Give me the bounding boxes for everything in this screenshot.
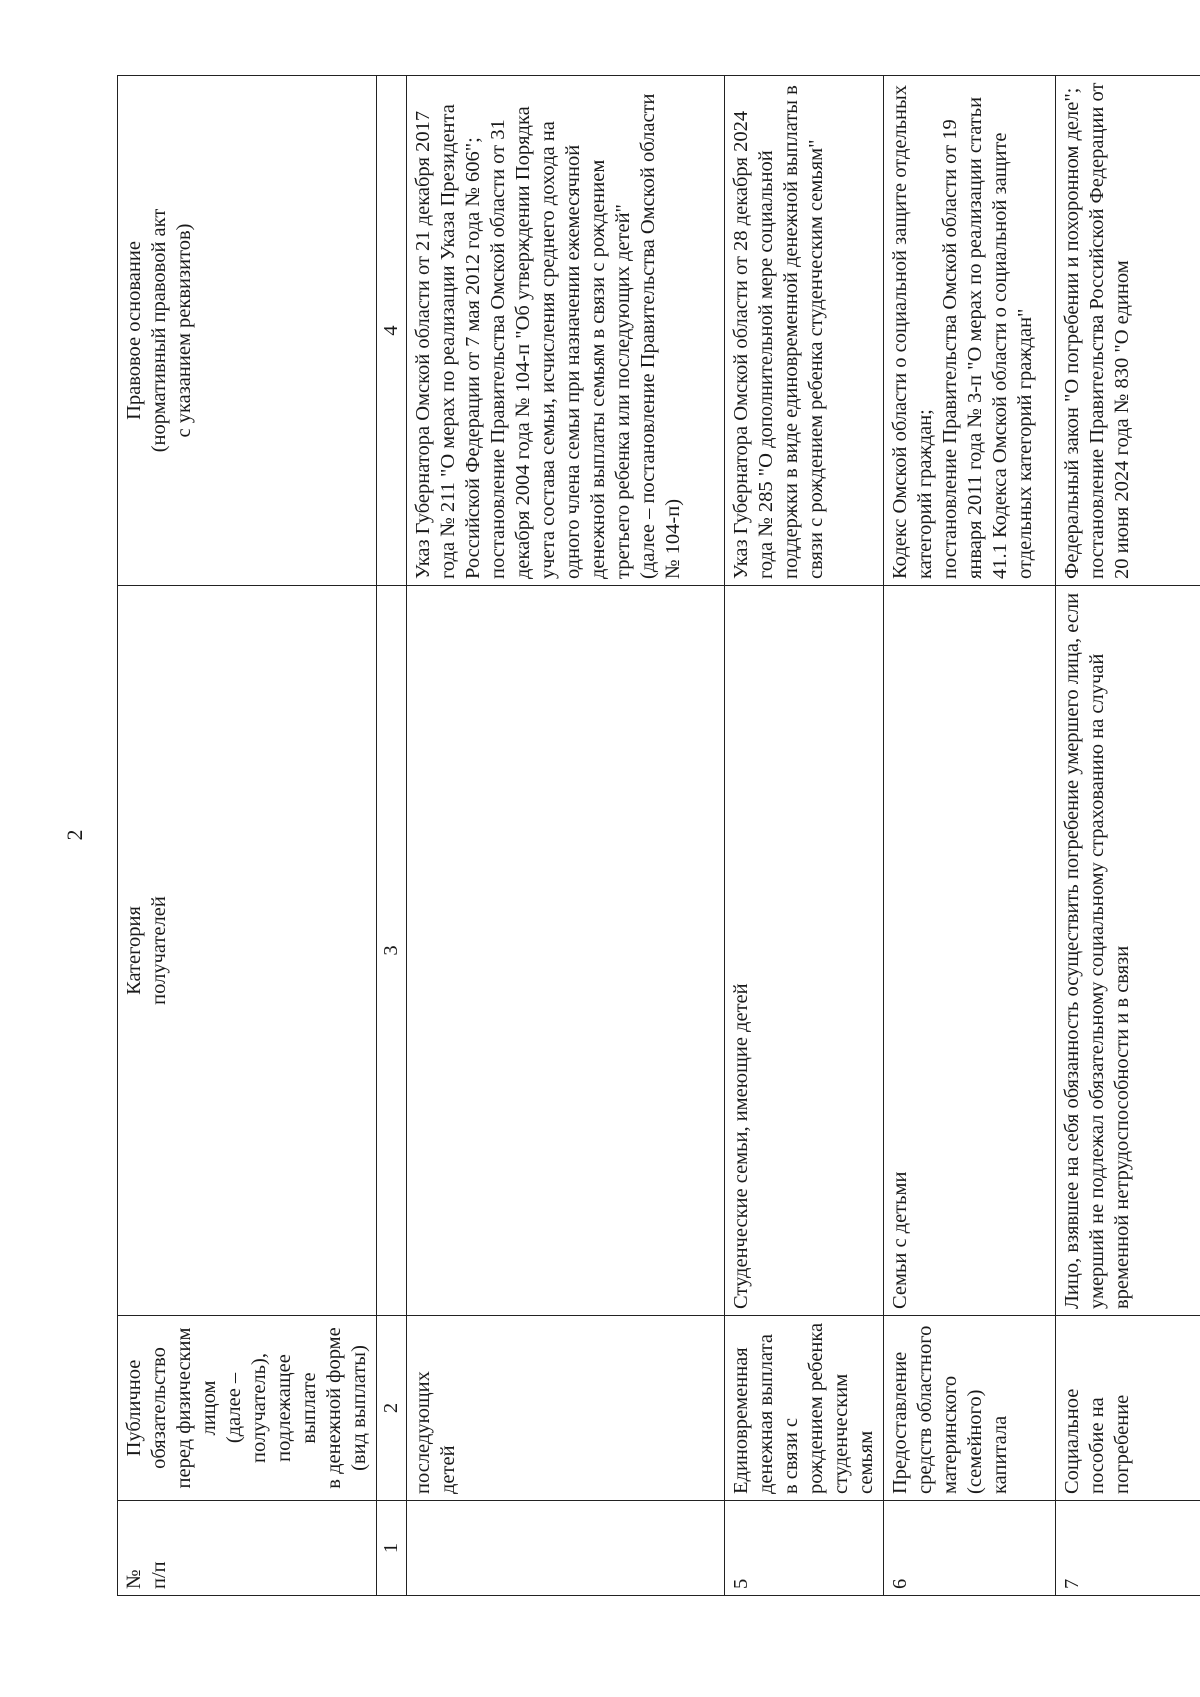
table-row xyxy=(725,76,884,1596)
row-basis: Указ Губернатора Омской области от 21 декабря 2017 года № 211 "О мерах по реализации Указа Президента Российской Федерации от 7 мая 2012 года № 606"; постановление Правительства Омской области от 31 декабря 2004 года № 104-п "Об утверждении Порядка учета состава семьи, исчисления среднего дохода на одного члена семьи при назначении ежемесячной денежной выплаты семьям в связи с рождением третьего ребенка или последующих детей" (далее – постановление Правительства Омской области № 104-п) xyxy=(407,76,725,586)
row-number: 5 xyxy=(725,1501,884,1596)
column-index-2: 2 xyxy=(377,1316,407,1501)
row-category xyxy=(407,586,725,1316)
table-row xyxy=(884,76,1056,1596)
row-payment: последующих детей xyxy=(407,1316,725,1501)
header-legal-basis: Правовое основание (нормативный правовой акт с указанием реквизитов) xyxy=(118,76,377,586)
benefits-table xyxy=(117,75,1200,1596)
row-category: Семьи с детьми xyxy=(884,586,1056,1316)
row-payment: Социальное пособие на погребение xyxy=(1056,1316,1200,1501)
table-header-row xyxy=(118,76,377,1596)
column-index-row xyxy=(377,76,407,1596)
row-number: 6 xyxy=(884,1501,1056,1596)
row-basis: Указ Губернатора Омской области от 28 декабря 2024 года № 285 "О дополнительной мере социальной поддержки в виде единовременной денежной выплаты в связи с рождением ребенка студенческим семьям" xyxy=(725,76,884,586)
page-number: 2 xyxy=(62,829,87,841)
header-payment-type: Публичное обязательство перед физическим лицом (далее – получатель), подлежащее выплате в денежной форме (вид выплаты) xyxy=(118,1316,377,1501)
table-container xyxy=(117,76,1133,1596)
row-number xyxy=(407,1501,725,1596)
column-index-4: 4 xyxy=(377,76,407,586)
header-number: № п/п xyxy=(118,1501,377,1596)
column-index-1: 1 xyxy=(377,1501,407,1596)
row-basis: Федеральный закон "О погребении и похоронном деле"; постановление Правительства Российской Федерации от 20 июня 2024 года № 830 "О едином xyxy=(1056,76,1200,586)
header-recipient-category: Категория получателей xyxy=(118,586,377,1316)
row-payment: Единовременная денежная выплата в связи с рождением ребенка студенческим семьям xyxy=(725,1316,884,1501)
table-row xyxy=(1056,76,1200,1596)
row-category: Студенческие семьи, имеющие детей xyxy=(725,586,884,1316)
row-category: Лицо, взявшее на себя обязанность осуществить погребение умершего лица, если умерший не подлежал обязательному социальному страхованию на случай временной нетрудоспособности и в связи xyxy=(1056,586,1200,1316)
column-index-3: 3 xyxy=(377,586,407,1316)
row-basis: Кодекс Омской области о социальной защите отдельных категорий граждан; постановление Правительства Омской области от 19 января 2011 года № 3-п "О мерах по реализации статьи 41.1 Кодекса Омской области о социальной защите отдельных категорий граждан" xyxy=(884,76,1056,586)
row-payment: Предоставление средств областного материнского (семейного) капитала xyxy=(884,1316,1056,1501)
row-number: 7 xyxy=(1056,1501,1200,1596)
table-row xyxy=(407,76,725,1596)
